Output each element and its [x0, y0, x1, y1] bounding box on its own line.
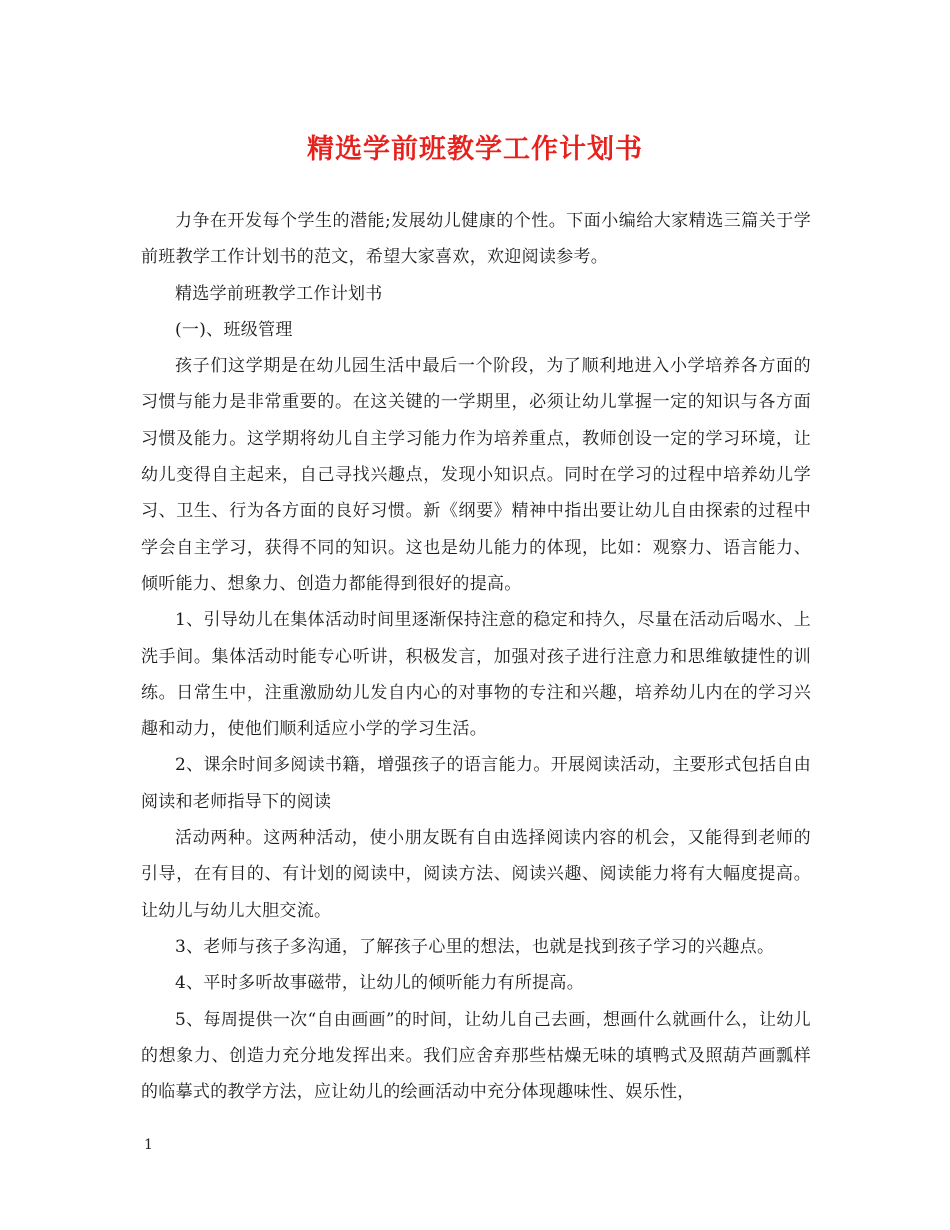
- paragraph-section-heading: (一)、班级管理: [175, 319, 293, 340]
- paragraph-item-2-continued: 活动两种。这两种活动，使小朋友既有自由选择阅读内容的机会，又能得到老师的引导，在有目的、有计划的阅读中，阅读方法、阅读兴趣、阅读能力将有大幅度提高。让幼儿与幼儿大胆交流。: [141, 828, 811, 921]
- paragraph-item-1: 1、引导幼儿在集体活动时间里逐渐保持注意的稳定和持久，尽量在活动后喝水、上洗手间。集体活动时能专心听讲，积极发言，加强对孩子进行注意力和思维敏捷性的训练。日常生中，注重激励幼儿发自内心的对事物的专注和兴趣，培养幼儿内在的学习兴趣和动力，使他们顺利适应小学的学习生活。: [141, 610, 811, 740]
- paragraph-class-management: 孩子们这学期是在幼儿园生活中最后一个阶段，为了顺利地进入小学培养各方面的习惯与能力是非常重要的。在这关键的一学期里，必须让幼儿掌握一定的知识与各方面习惯及能力。这学期将幼儿自主学习能力作为培养重点，教师创设一定的学习环境，让幼儿变得自主起来，自己寻找兴趣点，发现小知识点。同时在学习的过程中培养幼儿学习、卫生、行为各方面的良好习惯。新《纲要》精神中指出要让幼儿自由探索的过程中学会自主学习，获得不同的知识。这也是幼儿能力的体现，比如：观察力、语言能力、倾听能力、想象力、创造力都能得到很好的提高。: [141, 356, 811, 594]
- paragraph-item-4: 4、平时多听故事磁带，让幼儿的倾听能力有所提高。: [175, 973, 585, 994]
- document-body: [141, 203, 811, 1110]
- paragraph-item-3: 3、老师与孩子多沟通，了解孩子心里的想法，也就是找到孩子学习的兴趣点。: [175, 936, 775, 957]
- paragraph-item-5: 5、每周提供一次“自由画画”的时间，让幼儿自己去画，想画什么就画什么，让幼儿的想象力、创造力充分地发挥出来。我们应舍弃那些枯燥无味的填鸭式及照葫芦画瓢样的临摹式的教学方法，应让幼儿的绘画活动中充分体现趣味性、娱乐性，: [141, 1009, 811, 1103]
- paragraph-item-2: 2、课余时间多阅读书籍，增强孩子的语言能力。开展阅读活动，主要形式包括自由阅读和老师指导下的阅读: [141, 755, 811, 812]
- paragraph-subtitle: 精选学前班教学工作计划书: [175, 283, 383, 304]
- paragraph-intro: 力争在开发每个学生的潜能;发展幼儿健康的个性。下面小编给大家精选三篇关于学前班教学工作计划书的范文，希望大家喜欢，欢迎阅读参考。: [141, 211, 811, 268]
- page-number: 1: [144, 1137, 153, 1153]
- document-title: 精选学前班教学工作计划书: [307, 134, 643, 165]
